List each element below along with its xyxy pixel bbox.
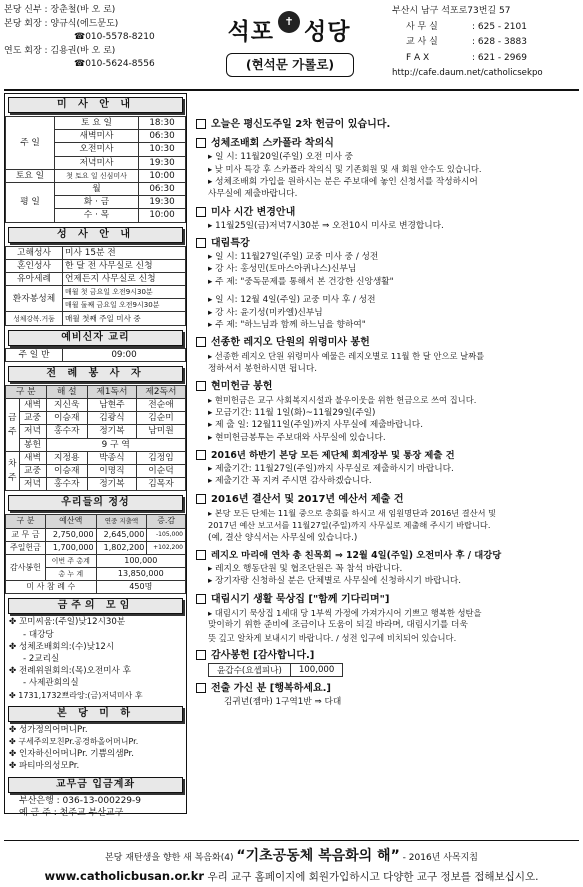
announcement — [194, 593, 579, 644]
announcement-line: ▸ 11월25일(금)저녁7시30분 ⇒ 오전10시 미사로 변경합니다. — [208, 220, 444, 231]
announcement — [194, 137, 579, 201]
announcement-line: 사무실에 제출바랍니다. — [208, 189, 298, 200]
footer-divider — [4, 840, 579, 841]
announcement — [194, 237, 579, 331]
meetings-heading: 금주의 모임 — [8, 598, 183, 614]
announcement-title: 2016년 결산서 및 2017년 예산서 제출 건 — [194, 493, 579, 507]
announcement-line: ▸ 현미헌금봉투는 주보대와 사무실에 있습니다. — [208, 432, 386, 443]
catechumen-table: 주 일 반 09:00 — [5, 348, 186, 362]
announcement-line: ▸ 일 시: 12월 4일(주일) 교중 미사 후 / 성전 — [208, 295, 376, 306]
contact-fax: F A X : 621 - 2969 — [406, 52, 527, 63]
announcement — [194, 336, 579, 375]
sacraments-heading: 성 사 안 내 — [8, 227, 183, 243]
announcement — [194, 118, 579, 132]
announcement-title: 현미헌금 봉헌 — [194, 380, 579, 394]
header-contacts — [392, 4, 578, 82]
announcement-line: ▸ 대림시기 묵상집 1세대 당 1부씩 가정에 가져가시어 기쁘고 행복한 성탄을 — [208, 607, 482, 618]
announcement-line: ▸ 일 시: 11월20일(주일) 오전 미사 중 — [208, 152, 354, 162]
header-divider — [4, 89, 579, 91]
staff-pastor: 본당 신부 : 장춘철(바 오 로) — [4, 5, 116, 15]
prayer-item: ✤ 파티마의성모Pr. — [9, 761, 80, 772]
footer — [4, 845, 579, 884]
announcement-title: 감사봉헌 [감사합니다.] — [194, 649, 579, 663]
parish-logo-icon: ✝ — [278, 11, 300, 33]
account-holder: 예 금 주 : 천주교 부산교구 — [19, 807, 124, 818]
staff-president: 본당 회장 : 양규식(에드문도) — [4, 18, 119, 29]
announcement-line: ▸ 일 시: 11월27일(주일) 교중 미사 중 / 성전 — [208, 252, 379, 263]
announcement — [194, 549, 579, 588]
altar-heading: 전 례 봉 사 자 — [8, 366, 183, 382]
announcement-title: 미사 시간 변경안내 — [194, 206, 579, 220]
announcement-title: 선종한 레지오 단원의 위령미사 봉헌 — [194, 336, 579, 350]
announcement — [194, 380, 579, 444]
mass-table: 주 일 토 요 일 18:30 새벽미사 06:30 오전미사 10:30 저녁미사 19:30 토요 일 첫 토요 일 신심미사 10:00 평 일 월 06:30 화 · 금 19:30 수 · 목 10:00 — [5, 116, 186, 223]
account-bank: 부산은행 : 036-13-000229-9 — [19, 795, 142, 806]
diocese-site: www.catholicbusan.or.kr 우리 교구 홈페이지에 회원가입하시고 다양한 교구 정보를 접해보십시오. — [44, 869, 539, 883]
announcement-title: 오늘은 평신도주일 2차 헌금이 있습니다. — [194, 118, 579, 132]
announcements — [194, 118, 579, 713]
staff-district-phone: ☎010-5624-8556 — [74, 59, 155, 70]
announcement-line: ▸ 모금기간: 11월 1일(화)~11월29일(주일) — [208, 407, 376, 418]
staff-district: 연도 회장 : 김용권(바 오 로) — [4, 45, 116, 56]
account-heading: 교무금 입금계좌 — [8, 777, 183, 793]
contact-teachers: 교 사 실 : 628 - 3883 — [406, 37, 527, 47]
meeting-item: ✤ 꼬미씨움:(주일)낮12시30분 — [9, 617, 126, 628]
prayer-item: ✤ 인자하신어머니Pr. 기쁨의샘Pr. — [9, 749, 134, 760]
announcement-line: ▸ 본당 모든 단체는 11월 중으로 총회를 하시고 새 임원명단과 2016년 결산서 및 — [208, 507, 497, 518]
offering-heading: 우리들의 정성 — [8, 495, 183, 511]
diocese-url-link[interactable]: www.catholicbusan.or.kr — [44, 869, 205, 883]
announcement-title: 대림시기 생활 묵상집 ["함께 기다리며"] — [194, 593, 579, 607]
meeting-item: ✤ 전례위원회의:(목)오전미사 후 — [9, 666, 131, 677]
parish-title-block — [196, 3, 382, 89]
header-staff — [4, 4, 194, 72]
meeting-item-place: - 대강당 — [23, 629, 54, 640]
left-column — [4, 93, 187, 818]
sacraments-table: 고해성사 미사 15분 전 혼인성사 한 달 전 사무실로 신청 유아세례 언제든지 사무실로 신청 환자봉성체 매월 첫 금요일 오전9시30분 매월 둘째 금요일 오전9시30분 성체강복.거둠 매월 첫째 주일 미사 중 — [5, 246, 186, 326]
announcement-line: 맞이하기 위한 준비에 조금이나 도움이 되길 바라며, 대림시기를 더욱 — [208, 620, 468, 631]
prayers-list — [5, 722, 186, 775]
thanks-table: 윤갑수(요셉피나) 100,000 — [208, 663, 343, 677]
announcement-line: ▸ 제출기간: 11월27일(주일)까지 사무실로 제출하시기 바랍니다. — [208, 463, 454, 474]
prayer-item: ✤ 성가정의어머니Pr. — [9, 724, 88, 735]
announcement-line: (예, 결산 양식서는 사무실에 있습니다.) — [208, 532, 358, 543]
announcement-line: 2017년 예산 보고서를 11월27일(주일)까지 사무실로 제출해 주시기 바랍니다. — [208, 520, 491, 531]
announcement-title: 대림특강 — [194, 237, 579, 251]
announcement-line: ▸ 강 사: 윤기성(미카엘)신부님 — [208, 307, 323, 318]
prayer-item: ✤ 구세주의모친Pr.공경하올어머니Pr. — [9, 737, 139, 747]
meeting-item: ✤ 성체조배회의:(수)낮12시 — [9, 641, 115, 652]
announcement-line: ▸ 장기자랑 신청하실 분은 단체별로 사무실에 신청하시기 바랍니다. — [208, 576, 462, 587]
announcement — [194, 493, 579, 544]
announcement-line: ▸ 주 제: "중독문제를 통해서 본 건강한 신앙생활" — [208, 276, 394, 287]
announcement-title: 2016년 하반기 본당 모든 제단체 회계장부 및 통장 제출 건 — [194, 449, 579, 463]
meeting-item-place: - 2교리실 — [23, 654, 60, 665]
cafe-url[interactable]: http://cafe.daum.net/catholicsekpo — [392, 68, 543, 78]
announcement-title: 레지오 마리애 연차 총 친목회 ⇒ 12월 4일(주일) 오전미사 후 / 대강당 — [194, 549, 579, 563]
parish-title: 석포 성당 — [227, 19, 351, 45]
announcement-title: 전출 가신 분 [행복하세요.] — [194, 682, 579, 696]
announcement-line: ▸ 선종한 레지오 단원 위령미사 예물은 레지오별로 11월 한 달 안으로 날짜를 — [208, 351, 485, 362]
announcement-line: ▸ 제 출 일: 12월11일(주일)까지 사무실에 제출바랍니다. — [208, 420, 423, 431]
account-info — [5, 793, 186, 821]
announcement-line: ▸ 레지오 행동단원 및 협조단원은 꼭 참석 바랍니다. — [208, 563, 403, 574]
announcement-line: ▸ 제출기간 꼭 지켜 주시면 감사하겠습니다. — [208, 476, 372, 487]
staff-president-phone: ☎010-5578-8210 — [74, 32, 155, 43]
announcement-line: ▸ 성체조배회 가입을 원하시는 분은 주보대에 놓인 신청서를 작성하시어 — [208, 176, 478, 187]
announcement-line: ▸ 주 제: "하느님과 함께 하느님을 향하여" — [208, 320, 366, 331]
announcement-line: 정하셔서 봉헌하시면 됩니다. — [208, 363, 317, 374]
announcement — [194, 206, 579, 232]
announcement-line: ▸ 강 사: 홍성민(토마스아퀴나스)신부님 — [208, 264, 357, 275]
mass-heading: 미 사 안 내 — [8, 97, 183, 113]
meetings-list — [5, 614, 186, 703]
pastoral-motto: 본당 재탄생을 향한 새 복음화(4) “기초공동체 복음화의 해” - 2016년 사목지침 — [104, 848, 479, 864]
offering-table: 구 분 예산액 연중 지출액 증.감 교 무 금 2,750,000 2,645,000 -105,000 주일헌금 1,700,000 1,802,200 +102,200 감사봉헌 이번 주 총계 100,000 총 누 계 13,850,000 미 사 참 례 수 450명 — [5, 514, 186, 594]
prayers-heading: 본 당 미 하 — [8, 706, 183, 722]
announcement — [194, 682, 579, 708]
altar-table: 구 분 해 설 제1독서 제2독서 금주 새벽 지신욱 남현주 전순애 교중 이승재 김광식 김순미 저녁 홍수자 정기복 남미원 봉헌 9 구 역 차주 새벽 지정용 박종식 김정임 교중 이승재 이명직 이순덕 저녁 홍수자 정기복 김목자 — [5, 385, 186, 492]
parish-subtitle: (현석문 가롤로) — [226, 53, 354, 77]
announcement — [194, 649, 579, 677]
meeting-item-place: - 사제관회의실 — [23, 678, 79, 689]
address: 부산시 남구 석포로73번길 57 — [392, 6, 511, 16]
announcement-line: 김귀년(젬마) 1구역1반 ⇒ 다대 — [224, 696, 342, 707]
catechumen-heading: 예비신자 교리 — [8, 330, 183, 346]
meeting-item: ✤ 1731,1732쁘라앙:(금)저녁미사 후 — [9, 690, 143, 700]
announcement-line: ▸ 낮 미사 특강 후 스카폴라 착의식 및 기존회원 및 새 회원 안수도 있습니다. — [208, 164, 482, 175]
announcement-title: 성체조배회 스카폴라 착의식 — [194, 137, 579, 151]
announcement-line: ▸ 현미헌금은 교구 사회복지시설과 불우이웃을 위한 헌금으로 쓰여 집니다. — [208, 395, 477, 406]
contact-office: 사 무 실 : 625 - 2101 — [406, 21, 527, 32]
announcement — [194, 449, 579, 488]
announcement-line: 뜻 깊고 알차게 보내시기 바랍니다. / 성전 입구에 비치되어 있습니다. — [208, 632, 457, 643]
